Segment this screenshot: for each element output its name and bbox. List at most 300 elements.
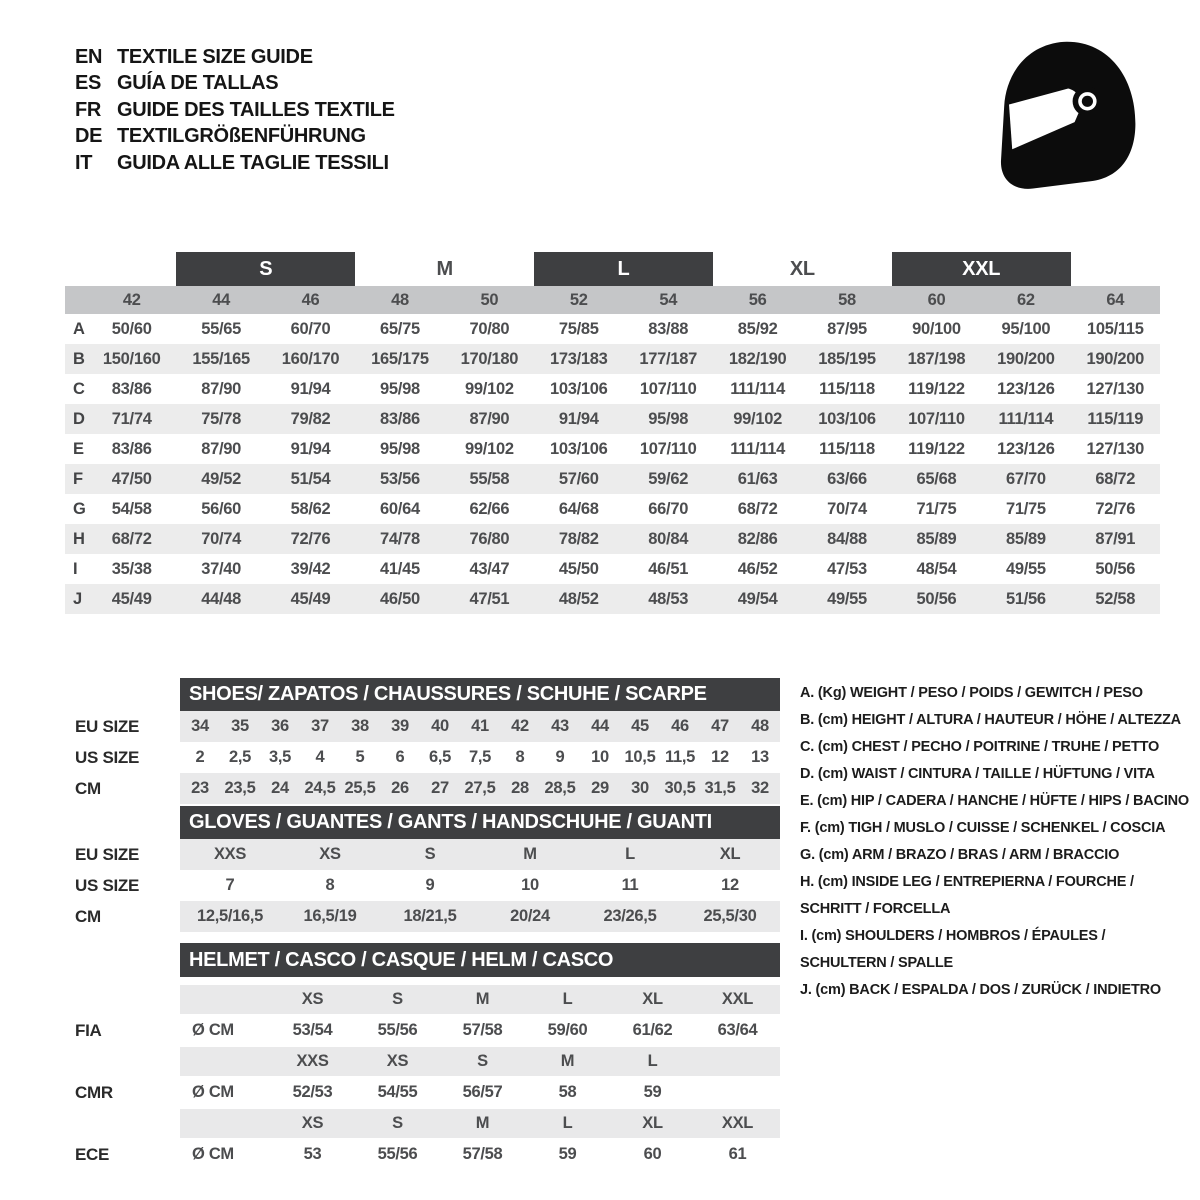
cell: 115/119 bbox=[1087, 409, 1144, 428]
measurement-letter: I bbox=[73, 559, 78, 578]
cell: 48/54 bbox=[916, 559, 957, 578]
cell: 47/53 bbox=[827, 559, 867, 578]
cell: 64/68 bbox=[558, 499, 599, 518]
measurement-letter: F bbox=[73, 469, 83, 488]
cell: 70/74 bbox=[201, 529, 242, 548]
cell: 34 bbox=[191, 717, 209, 735]
cell: 27 bbox=[431, 779, 449, 797]
size-group-label: XXL bbox=[892, 252, 1071, 286]
cell: 8 bbox=[515, 748, 525, 766]
language-row bbox=[75, 150, 395, 177]
language-row bbox=[75, 44, 395, 71]
cell: 160/170 bbox=[281, 349, 340, 368]
cell: 83/88 bbox=[648, 319, 689, 338]
cell: 25,5 bbox=[344, 779, 376, 797]
guide-title-text: TEXTILGRÖßENFÜHRUNG bbox=[117, 125, 366, 148]
apparel-size-table bbox=[65, 252, 1160, 614]
cell: 12,5/16,5 bbox=[196, 907, 264, 925]
language-code: EN bbox=[75, 45, 103, 68]
size-number: 48 bbox=[391, 290, 409, 309]
cell: 54/58 bbox=[111, 499, 152, 518]
size-group-label: L bbox=[534, 252, 713, 286]
cell: 190/200 bbox=[997, 349, 1055, 368]
cell: 91/94 bbox=[290, 379, 331, 398]
cell: 59/60 bbox=[547, 1021, 588, 1039]
language-title-block bbox=[75, 44, 395, 177]
cell: 99/102 bbox=[465, 439, 514, 458]
cell: 49/55 bbox=[1005, 559, 1046, 578]
cell: 49/54 bbox=[737, 589, 778, 608]
cell: 57/58 bbox=[462, 1021, 503, 1039]
cell: 91/94 bbox=[558, 409, 599, 428]
helmet-values-row bbox=[180, 1014, 780, 1047]
cell: 85/89 bbox=[916, 529, 957, 548]
gloves-row bbox=[65, 901, 780, 932]
cell: 63/66 bbox=[827, 469, 867, 488]
row-label: US SIZE bbox=[75, 747, 140, 767]
helmet-section bbox=[65, 943, 780, 1171]
shoes-rows bbox=[65, 711, 780, 804]
cell: 190/200 bbox=[1086, 349, 1145, 368]
cell: 38 bbox=[351, 717, 369, 735]
cell: 32 bbox=[751, 779, 769, 797]
row-values bbox=[180, 901, 780, 932]
cell: 75/85 bbox=[558, 319, 599, 338]
legend-item: E. (cm) HIP / CADERA / HANCHE / HÜFTE / HIPS / BACINO bbox=[800, 793, 1189, 809]
measurement-letter: G bbox=[73, 499, 86, 518]
size-label: XS bbox=[301, 990, 324, 1008]
cell: 71/74 bbox=[111, 409, 152, 428]
cell: 66/70 bbox=[648, 499, 689, 518]
row-values bbox=[180, 870, 780, 901]
cell: 23 bbox=[191, 779, 209, 797]
cell: 70/80 bbox=[469, 319, 510, 338]
cell: 56/57 bbox=[462, 1083, 503, 1101]
size-label: XL bbox=[642, 990, 663, 1008]
cell: 26 bbox=[391, 779, 409, 797]
cell: 65/68 bbox=[916, 469, 957, 488]
cell: 10 bbox=[521, 876, 539, 894]
cell: 185/195 bbox=[818, 349, 876, 368]
size-number: 52 bbox=[569, 290, 588, 309]
cell: 105/115 bbox=[1086, 319, 1144, 338]
size-label: XS bbox=[386, 1052, 409, 1070]
size-label: M bbox=[560, 1052, 575, 1070]
cell: 103/106 bbox=[550, 379, 608, 398]
cell: 46/52 bbox=[737, 559, 778, 578]
cell: 67/70 bbox=[1005, 469, 1046, 488]
cell: 103/106 bbox=[550, 439, 608, 458]
cell: 47/51 bbox=[469, 589, 510, 608]
size-label: L bbox=[562, 1114, 573, 1132]
cell: 119/122 bbox=[908, 379, 965, 398]
cell: 60 bbox=[643, 1145, 662, 1163]
row-label: US SIZE bbox=[75, 875, 140, 895]
row-values bbox=[180, 742, 780, 773]
cell: 177/187 bbox=[639, 349, 697, 368]
cell: 59/62 bbox=[648, 469, 689, 488]
cell: 99/102 bbox=[733, 409, 782, 428]
cell: 39 bbox=[391, 717, 409, 735]
cell: 30 bbox=[631, 779, 649, 797]
cell: 6,5 bbox=[428, 748, 452, 766]
cell: 5 bbox=[355, 748, 365, 766]
language-row bbox=[75, 71, 395, 98]
cell: 68/72 bbox=[737, 499, 778, 518]
guide-title-text: GUÍA DE TALLAS bbox=[117, 72, 279, 95]
size-label: M bbox=[475, 1114, 490, 1132]
legend-item: I. (cm) SHOULDERS / HOMBROS / ÉPAULES / SCHULTERN / SPALLE bbox=[800, 928, 1106, 971]
measurement-row bbox=[65, 404, 1160, 434]
cell: 52/58 bbox=[1095, 589, 1136, 608]
cell: XS bbox=[319, 845, 341, 863]
cell: 9 bbox=[425, 876, 435, 894]
size-number: 62 bbox=[1016, 290, 1035, 309]
cell: 11 bbox=[621, 876, 639, 894]
cell: 24,5 bbox=[304, 779, 336, 797]
cell: 84/88 bbox=[827, 529, 867, 548]
guide-title-text: GUIDE DES TAILLES TEXTILE bbox=[117, 98, 395, 121]
cell: 80/84 bbox=[648, 529, 689, 548]
cell: L bbox=[625, 845, 635, 863]
language-code: FR bbox=[75, 98, 102, 121]
row-values bbox=[180, 839, 780, 870]
cell: 83/86 bbox=[111, 379, 152, 398]
cell: 75/78 bbox=[201, 409, 242, 428]
standard-label: FIA bbox=[75, 1020, 102, 1040]
gloves-section bbox=[65, 806, 780, 932]
size-group-label: S bbox=[176, 252, 355, 286]
cell: 46/51 bbox=[648, 559, 689, 578]
size-number-band bbox=[65, 286, 1160, 314]
size-number: 54 bbox=[659, 290, 678, 309]
shoes-section-header: SHOES/ ZAPATOS / CHAUSSURES / SCHUHE / SCARPE bbox=[180, 678, 780, 711]
cell: 60/70 bbox=[290, 319, 331, 338]
cell: 50/56 bbox=[916, 589, 957, 608]
cell: 83/86 bbox=[380, 409, 420, 428]
cell: 6 bbox=[395, 748, 405, 766]
cell: 51/56 bbox=[1005, 589, 1046, 608]
cell: 107/110 bbox=[908, 409, 965, 428]
cell: 47 bbox=[711, 717, 729, 735]
standard-label: ECE bbox=[75, 1144, 110, 1164]
cell: 11,5 bbox=[664, 748, 695, 766]
cell: 2,5 bbox=[228, 748, 252, 766]
cell: 91/94 bbox=[290, 439, 331, 458]
cell: 61/63 bbox=[737, 469, 778, 488]
cell: 95/98 bbox=[380, 379, 420, 398]
standard-label: CMR bbox=[75, 1082, 113, 1102]
cell: 46/50 bbox=[380, 589, 420, 608]
cell: 53/54 bbox=[292, 1021, 333, 1039]
helmet-standard-group bbox=[65, 1109, 780, 1171]
cell: 78/82 bbox=[558, 529, 599, 548]
cell: 85/89 bbox=[1005, 529, 1046, 548]
row-values bbox=[180, 711, 780, 742]
cell: 165/175 bbox=[371, 349, 429, 368]
cell: 7,5 bbox=[468, 748, 492, 766]
legend-item: J. (cm) BACK / ESPALDA / DOS / ZURÜCK / INDIETRO bbox=[800, 982, 1161, 998]
cell: 41/45 bbox=[380, 559, 420, 578]
cell: 29 bbox=[591, 779, 609, 797]
cell: 99/102 bbox=[465, 379, 514, 398]
language-code: DE bbox=[75, 125, 103, 148]
cell: 41 bbox=[471, 717, 489, 735]
cell: 115/118 bbox=[819, 439, 875, 458]
cell: 56/60 bbox=[201, 499, 242, 518]
size-label: XXL bbox=[721, 1114, 754, 1132]
cell: 58/62 bbox=[290, 499, 331, 518]
size-number: 58 bbox=[838, 290, 856, 309]
helmet-size-band bbox=[180, 1109, 780, 1138]
cell: 87/95 bbox=[827, 319, 867, 338]
guide-title-text: GUIDA ALLE TAGLIE TESSILI bbox=[117, 151, 389, 174]
cell: 187/198 bbox=[907, 349, 966, 368]
cell: 87/90 bbox=[469, 409, 510, 428]
cell: 111/114 bbox=[730, 379, 786, 398]
cell: XXS bbox=[213, 845, 247, 863]
cell: 61 bbox=[728, 1145, 747, 1163]
cell: 48/52 bbox=[558, 589, 599, 608]
cell: 65/75 bbox=[380, 319, 420, 338]
size-label: XL bbox=[642, 1114, 663, 1132]
cell: M bbox=[523, 845, 537, 863]
cell: 18/21,5 bbox=[403, 907, 457, 925]
row-label: EU SIZE bbox=[75, 716, 140, 736]
cell: 9 bbox=[555, 748, 565, 766]
cell: 48/53 bbox=[648, 589, 689, 608]
legend-item: F. (cm) TIGH / MUSLO / CUISSE / SCHENKEL / COSCIA bbox=[800, 820, 1166, 836]
gloves-section-header: GLOVES / GUANTES / GANTS / HANDSCHUHE / GUANTI bbox=[180, 806, 780, 839]
cell: 170/180 bbox=[460, 349, 519, 368]
size-label: L bbox=[647, 1052, 658, 1070]
cell: 79/82 bbox=[290, 409, 331, 428]
cell: 60/64 bbox=[380, 499, 420, 518]
row-values bbox=[180, 773, 780, 804]
cell: XL bbox=[719, 845, 741, 863]
cell: 82/86 bbox=[737, 529, 778, 548]
cell: 4 bbox=[315, 748, 325, 766]
cell: 12 bbox=[711, 748, 729, 766]
helmet-size-band bbox=[180, 1047, 780, 1076]
cell: 68/72 bbox=[111, 529, 152, 548]
size-number: 60 bbox=[927, 290, 946, 309]
cell: 123/126 bbox=[997, 439, 1055, 458]
cell: 87/90 bbox=[201, 439, 242, 458]
row-label: CM bbox=[75, 778, 101, 798]
measurement-letter: J bbox=[73, 589, 82, 608]
cell: 72/76 bbox=[1095, 499, 1136, 518]
size-number: 56 bbox=[748, 290, 767, 309]
cell: 70/74 bbox=[827, 499, 867, 518]
measurement-row bbox=[65, 494, 1160, 524]
cell: 23/26,5 bbox=[603, 907, 657, 925]
language-code: IT bbox=[75, 151, 93, 174]
cell: 54/55 bbox=[377, 1083, 418, 1101]
size-number: 44 bbox=[212, 290, 230, 309]
cell: 10 bbox=[591, 748, 609, 766]
size-label: M bbox=[475, 990, 490, 1008]
cell: 68/72 bbox=[1095, 469, 1136, 488]
cell: 115/118 bbox=[819, 379, 875, 398]
legend-item: D. (cm) WAIST / CINTURA / TAILLE / HÜFTUNG / VITA bbox=[800, 766, 1155, 782]
legend-item: B. (cm) HEIGHT / ALTURA / HAUTEUR / HÖHE / ALTEZZA bbox=[800, 712, 1181, 728]
cell: 55/56 bbox=[377, 1145, 418, 1163]
gloves-row bbox=[65, 870, 780, 901]
size-number: 64 bbox=[1106, 290, 1125, 309]
guide-title-text: TEXTILE SIZE GUIDE bbox=[117, 45, 313, 68]
cell: 107/110 bbox=[639, 439, 697, 458]
cell: 103/106 bbox=[818, 409, 876, 428]
cell: 42 bbox=[511, 717, 529, 735]
cell: 45/49 bbox=[111, 589, 152, 608]
size-group-label: M bbox=[436, 257, 453, 280]
cell: 37 bbox=[311, 717, 329, 735]
cell: 10,5 bbox=[624, 748, 656, 766]
cell: 173/183 bbox=[550, 349, 608, 368]
row-label: CM bbox=[75, 906, 101, 926]
cell: 107/110 bbox=[639, 379, 697, 398]
measurement-letter: A bbox=[73, 319, 85, 338]
cell: 182/190 bbox=[728, 349, 787, 368]
cell: 76/80 bbox=[469, 529, 510, 548]
legend-item: A. (Kg) WEIGHT / PESO / POIDS / GEWITCH / PESO bbox=[800, 685, 1143, 701]
cell: 35 bbox=[231, 717, 249, 735]
cell: 95/100 bbox=[1001, 319, 1051, 338]
cell: 63/64 bbox=[717, 1021, 758, 1039]
cell: 127/130 bbox=[1086, 379, 1145, 398]
cell: 30,5 bbox=[664, 779, 696, 797]
cell: 44 bbox=[591, 717, 609, 735]
cell: 111/114 bbox=[730, 439, 786, 458]
cell: 95/98 bbox=[380, 439, 420, 458]
size-number: 50 bbox=[480, 290, 499, 309]
language-row bbox=[75, 97, 395, 124]
measurement-row bbox=[65, 464, 1160, 494]
helmet-values-row bbox=[180, 1076, 780, 1109]
cell: 127/130 bbox=[1086, 439, 1145, 458]
measurement-row bbox=[65, 584, 1160, 614]
cell: 57/60 bbox=[558, 469, 599, 488]
cell: 44/48 bbox=[201, 589, 242, 608]
size-number: 46 bbox=[301, 290, 320, 309]
shoes-row bbox=[65, 773, 780, 804]
language-row bbox=[75, 124, 395, 151]
size-label: XXS bbox=[296, 1052, 329, 1070]
legend-item: H. (cm) INSIDE LEG / ENTREPIERNA / FOURCHE / SCHRITT / FORCELLA bbox=[800, 874, 1134, 917]
helmet-section-header: HELMET / CASCO / CASQUE / HELM / CASCO bbox=[180, 943, 780, 977]
cell: 46 bbox=[671, 717, 689, 735]
measurement-letter: D bbox=[73, 409, 85, 428]
cell: 95/98 bbox=[648, 409, 689, 428]
cell: 25,5/30 bbox=[703, 907, 757, 925]
measurement-letter: E bbox=[73, 439, 84, 458]
measurement-row bbox=[65, 434, 1160, 464]
cell: 59 bbox=[558, 1145, 577, 1163]
size-group-header-row bbox=[65, 252, 1160, 286]
cell: 31,5 bbox=[704, 779, 736, 797]
cell: 53 bbox=[303, 1145, 322, 1163]
cell: 28,5 bbox=[544, 779, 576, 797]
cell: 49/55 bbox=[827, 589, 867, 608]
unit-label: Ø CM bbox=[192, 1145, 234, 1163]
cell: 72/76 bbox=[290, 529, 331, 548]
cell: 51/54 bbox=[290, 469, 331, 488]
cell: 23,5 bbox=[224, 779, 256, 797]
cell: 43 bbox=[551, 717, 569, 735]
cell: 123/126 bbox=[997, 379, 1055, 398]
language-code: ES bbox=[75, 72, 102, 95]
cell: 155/165 bbox=[192, 349, 250, 368]
cell: 40 bbox=[431, 717, 449, 735]
cell: 61/62 bbox=[632, 1021, 673, 1039]
size-label: XS bbox=[301, 1114, 324, 1132]
helmet-standard-group bbox=[65, 985, 780, 1047]
cell: 55/56 bbox=[377, 1021, 418, 1039]
cell: 55/58 bbox=[469, 469, 510, 488]
size-label: S bbox=[477, 1052, 488, 1070]
cell: 35/38 bbox=[111, 559, 152, 578]
cell: 47/50 bbox=[111, 469, 152, 488]
cell: 50/60 bbox=[111, 319, 152, 338]
cell: 71/75 bbox=[916, 499, 957, 518]
size-label: S bbox=[392, 990, 403, 1008]
cell: 7 bbox=[225, 876, 235, 894]
cell: 39/42 bbox=[290, 559, 331, 578]
cell: 62/66 bbox=[469, 499, 510, 518]
cell: 37/40 bbox=[201, 559, 242, 578]
cell: 13 bbox=[751, 748, 769, 766]
size-label: L bbox=[562, 990, 573, 1008]
cell: 85/92 bbox=[737, 319, 778, 338]
cell: 119/122 bbox=[908, 439, 965, 458]
cell: 24 bbox=[271, 779, 289, 797]
cell: 8 bbox=[325, 876, 335, 894]
cell: 2 bbox=[195, 748, 205, 766]
gloves-rows bbox=[65, 839, 780, 932]
measurement-legend bbox=[800, 680, 1192, 1004]
cell: 57/58 bbox=[462, 1145, 503, 1163]
cell: 49/52 bbox=[201, 469, 242, 488]
cell: 50/56 bbox=[1095, 559, 1136, 578]
cell: 52/53 bbox=[292, 1083, 333, 1101]
helmet-values-row bbox=[180, 1138, 780, 1171]
cell: 87/91 bbox=[1095, 529, 1136, 548]
cell: 48 bbox=[751, 717, 769, 735]
cell: 45 bbox=[631, 717, 649, 735]
measurement-rows bbox=[65, 314, 1160, 614]
row-label: EU SIZE bbox=[75, 844, 140, 864]
unit-label: Ø CM bbox=[192, 1021, 234, 1039]
cell: 59 bbox=[643, 1083, 662, 1101]
size-number: 42 bbox=[122, 290, 141, 309]
gloves-row bbox=[65, 839, 780, 870]
cell: 90/100 bbox=[912, 319, 961, 338]
measurement-row bbox=[65, 374, 1160, 404]
cell: 58 bbox=[558, 1083, 577, 1101]
size-group-label: XL bbox=[789, 257, 815, 280]
size-label: S bbox=[392, 1114, 403, 1132]
cell: S bbox=[424, 845, 436, 863]
measurement-letter: C bbox=[73, 379, 85, 398]
helmet-size-band bbox=[180, 985, 780, 1014]
cell: 53/56 bbox=[380, 469, 420, 488]
shoes-row bbox=[65, 711, 780, 742]
cell: 74/78 bbox=[380, 529, 420, 548]
cell: 83/86 bbox=[111, 439, 152, 458]
measurement-letter: H bbox=[73, 529, 85, 548]
cell: 87/90 bbox=[201, 379, 242, 398]
